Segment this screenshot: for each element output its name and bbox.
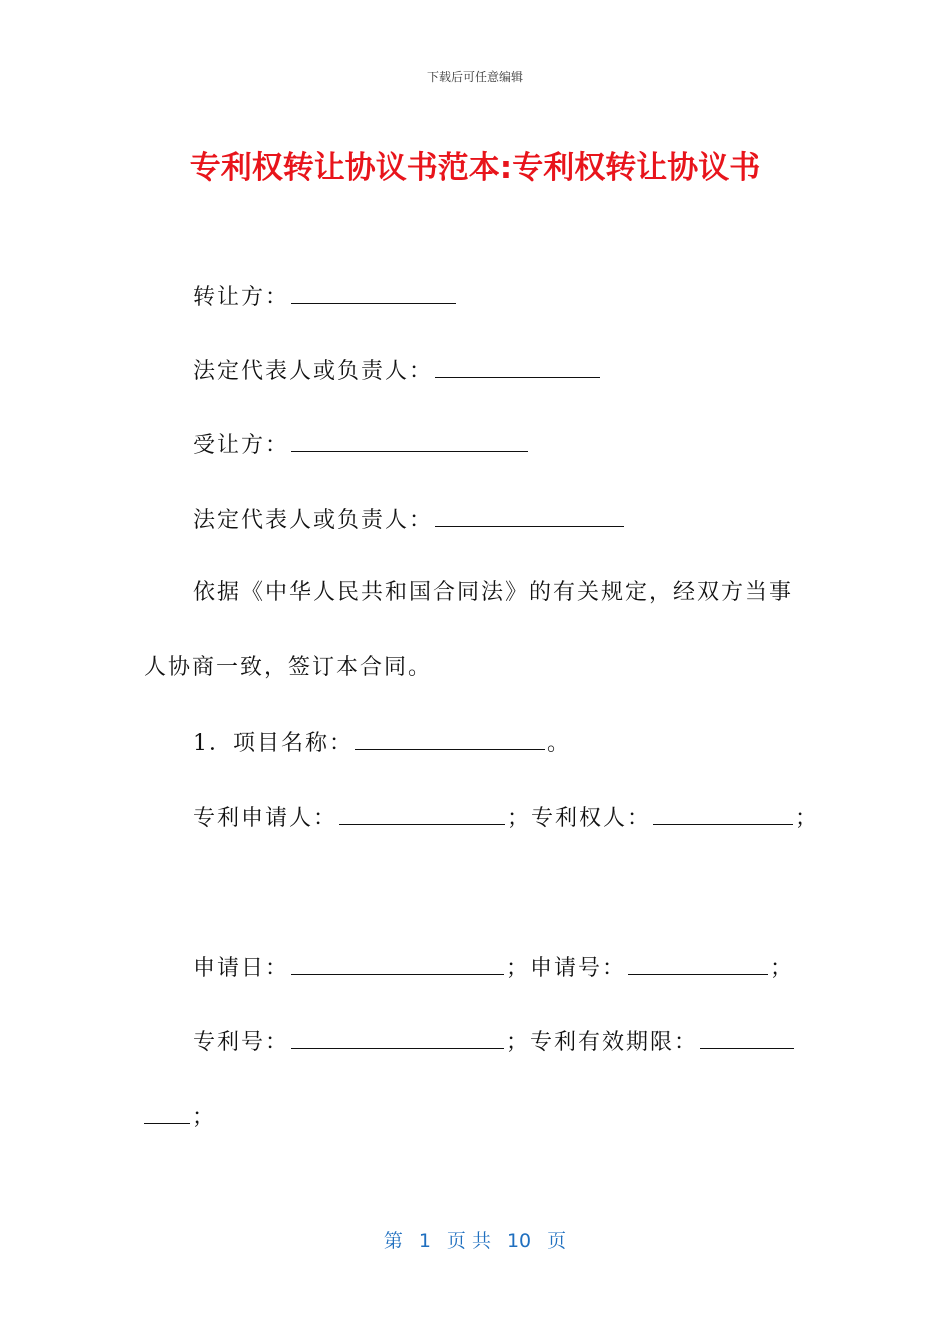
patent-no-line bbox=[193, 1026, 796, 1058]
transferee-line bbox=[193, 429, 530, 461]
transferor-line bbox=[193, 281, 458, 313]
project-name-blank[interactable] bbox=[355, 727, 545, 750]
semicolon: ； bbox=[507, 806, 532, 831]
rep2-label: 法定代表人或负责人： bbox=[193, 508, 434, 533]
transferor-blank[interactable] bbox=[291, 281, 456, 304]
footer-page-mid: 页 共 bbox=[446, 1230, 491, 1252]
patent-holder-blank[interactable] bbox=[653, 802, 793, 825]
patent-no-label: 专利号： bbox=[193, 1030, 290, 1055]
header-note: 下载后可任意编辑 bbox=[426, 70, 523, 84]
apply-no-blank[interactable] bbox=[628, 952, 768, 975]
patent-applicant-label: 专利申请人： bbox=[193, 806, 338, 831]
rep2-blank[interactable] bbox=[435, 504, 624, 527]
footer-page-end: 页 bbox=[547, 1230, 567, 1252]
footer-page-number: 1 bbox=[418, 1230, 431, 1252]
page-footer bbox=[0, 1226, 950, 1253]
patent-parties-line bbox=[193, 802, 819, 834]
document-title: 专利权转让协议书范本:专利权转让协议书 bbox=[189, 150, 761, 186]
transferor-label: 转让方： bbox=[193, 285, 290, 310]
patent-holder-label: 专利权人： bbox=[531, 806, 652, 831]
transferee-blank[interactable] bbox=[291, 429, 528, 452]
validity-continue-line bbox=[144, 1101, 216, 1133]
semicolon: ； bbox=[506, 1030, 531, 1055]
rep1-blank[interactable] bbox=[435, 355, 600, 378]
patent-applicant-blank[interactable] bbox=[339, 802, 505, 825]
semicolon: ； bbox=[192, 1105, 217, 1130]
semicolon: ； bbox=[770, 956, 795, 981]
footer-page-label: 第 bbox=[383, 1230, 403, 1252]
rep1-label: 法定代表人或负责人： bbox=[193, 359, 434, 384]
paragraph-line-1: 依据《中华人民共和国合同法》的有关规定，经双方当事 bbox=[193, 580, 794, 605]
transferee-label: 受让方： bbox=[193, 433, 290, 458]
item1-end: 。 bbox=[547, 731, 572, 756]
apply-no-label: 申请号： bbox=[530, 956, 627, 981]
validity-blank-end[interactable] bbox=[144, 1101, 190, 1124]
rep2-line bbox=[193, 504, 626, 536]
apply-date-blank[interactable] bbox=[291, 952, 504, 975]
footer-total-pages: 10 bbox=[506, 1230, 532, 1252]
semicolon: ； bbox=[506, 956, 531, 981]
validity-blank-start[interactable] bbox=[700, 1026, 794, 1049]
item1-line bbox=[193, 727, 571, 759]
apply-date-label: 申请日： bbox=[193, 956, 290, 981]
apply-line bbox=[193, 952, 794, 984]
validity-label: 专利有效期限： bbox=[530, 1030, 699, 1055]
item1-label: 1．项目名称： bbox=[193, 731, 353, 756]
rep1-line bbox=[193, 355, 602, 387]
paragraph-line-2: 人协商一致，签订本合同。 bbox=[144, 655, 433, 680]
patent-no-blank[interactable] bbox=[291, 1026, 504, 1049]
semicolon: ； bbox=[795, 806, 820, 831]
